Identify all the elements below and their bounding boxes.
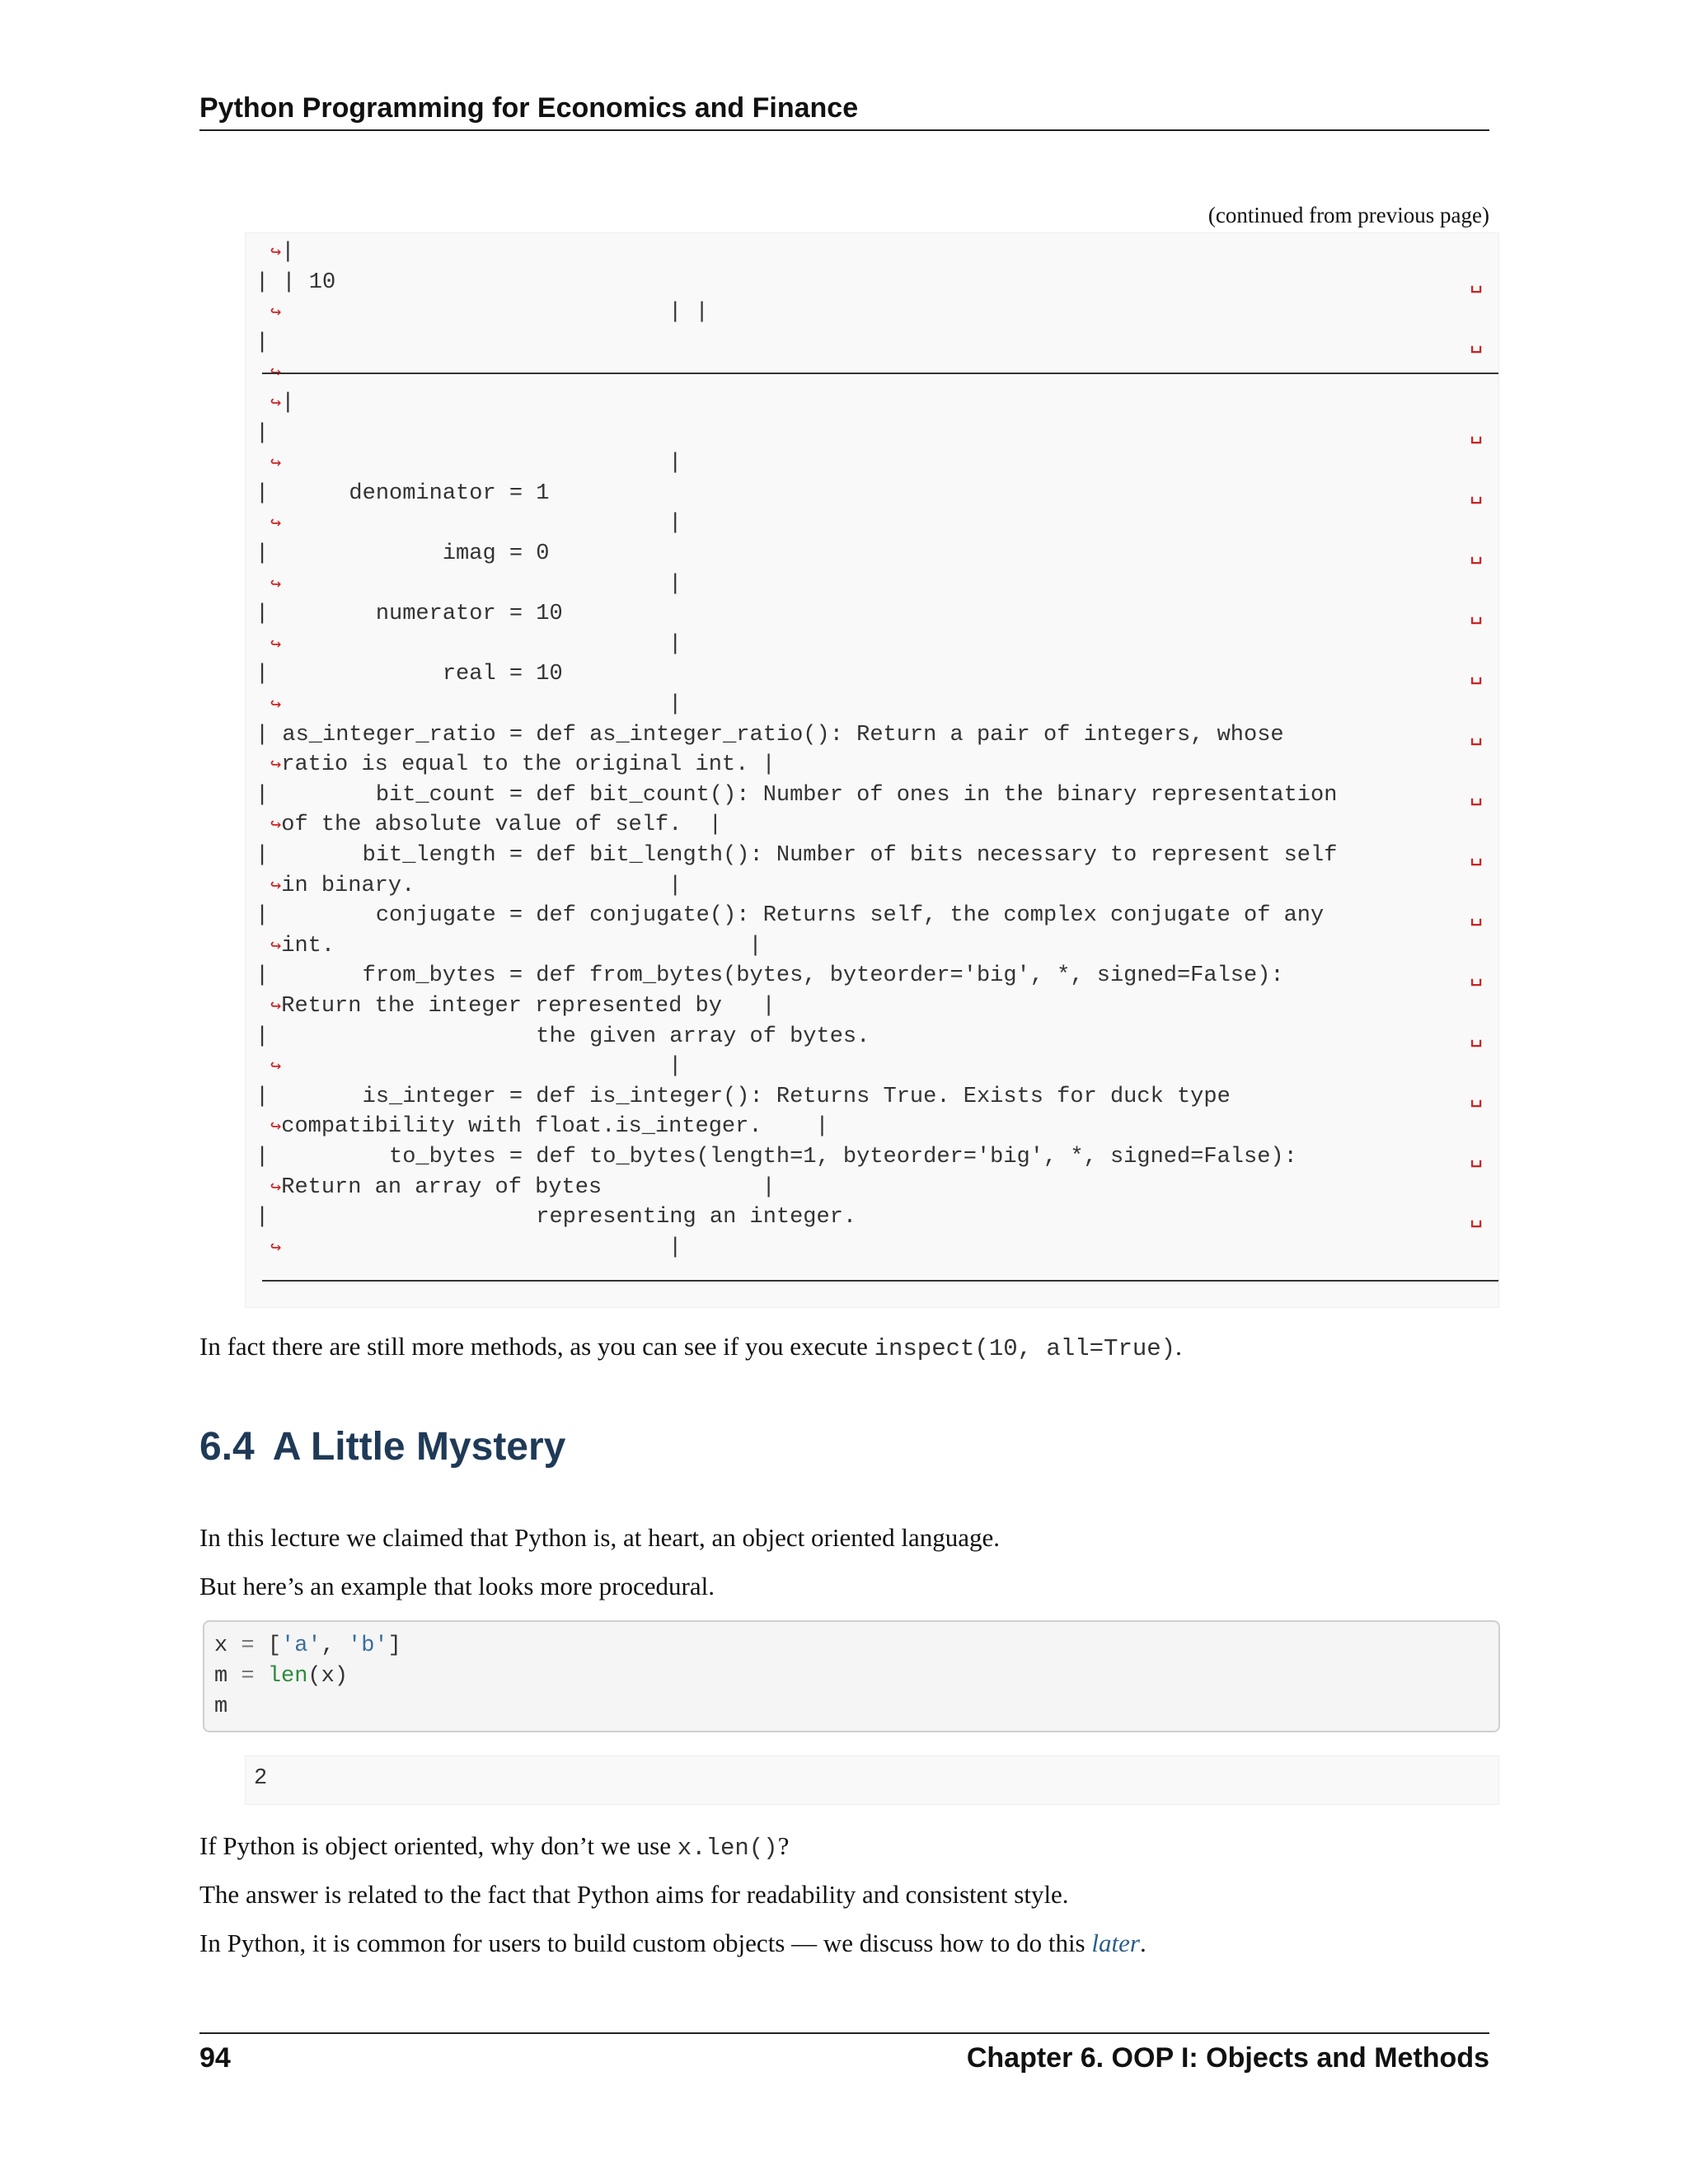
visible-space-icon: ␣ bbox=[1470, 843, 1484, 868]
visible-space-icon: ␣ bbox=[1470, 722, 1484, 748]
code-operator: = bbox=[241, 1664, 255, 1689]
continued-note: (continued from previous page) bbox=[1207, 203, 1489, 227]
output-line bbox=[256, 1205, 856, 1230]
visible-space-icon: ␣ bbox=[1470, 1205, 1484, 1230]
wrap-arrow-icon: ↪ bbox=[270, 513, 282, 535]
code-line bbox=[214, 1633, 401, 1658]
output-line bbox=[270, 994, 776, 1019]
visible-space-icon: ␣ bbox=[1470, 782, 1484, 808]
output-line-text: | bbox=[256, 420, 270, 446]
output-line bbox=[256, 903, 1324, 928]
output-line-text: | representing an integer. bbox=[256, 1205, 857, 1230]
wrap-arrow-icon: ↪ bbox=[270, 1237, 282, 1258]
code-args: (x) bbox=[307, 1664, 349, 1689]
result-value: 2 bbox=[254, 1766, 268, 1791]
output-line-text: | from_bytes = def from_bytes(bytes, byteorder='big', *, signed=False): bbox=[256, 963, 1284, 989]
output-line-text: in binary. | bbox=[281, 873, 682, 898]
wrap-arrow-icon: ↪ bbox=[270, 935, 282, 957]
output-line-text: | bbox=[281, 391, 295, 415]
output-line bbox=[270, 240, 294, 265]
output-line-text: | bbox=[281, 571, 682, 597]
output-line-text: | to_bytes = def to_bytes(length=1, byteorder='big', *, signed=False): bbox=[256, 1145, 1297, 1169]
output-line-text: int. | bbox=[281, 933, 762, 958]
wrap-arrow-icon: ↪ bbox=[270, 242, 282, 263]
paragraph-text: In Python, it is common for users to build custom objects — we discuss how to do this bbox=[199, 1929, 1092, 1957]
code-comma: , bbox=[321, 1633, 349, 1658]
wrap-arrow-icon: ↪ bbox=[270, 1177, 282, 1198]
output-line bbox=[256, 1085, 1231, 1109]
output-line-text: | bbox=[281, 240, 295, 265]
output-line bbox=[270, 692, 682, 718]
table-border-line bbox=[262, 1280, 1498, 1282]
output-line bbox=[256, 421, 269, 446]
inline-code: inspect(10, all=True) bbox=[874, 1335, 1176, 1362]
code-bracket: [ bbox=[267, 1633, 282, 1658]
chapter-title: Chapter 6. OOP I: Objects and Methods bbox=[966, 2042, 1489, 2074]
code-string: 'b' bbox=[348, 1633, 388, 1658]
output-line bbox=[270, 934, 762, 959]
output-line bbox=[256, 481, 549, 506]
output-line bbox=[256, 662, 563, 687]
output-line-text: | | bbox=[281, 300, 709, 326]
paragraph-text: . bbox=[1139, 1929, 1146, 1957]
output-line bbox=[270, 300, 709, 326]
output-line bbox=[270, 1175, 776, 1201]
output-line-text: | bbox=[281, 692, 682, 717]
output-line-text: | conjugate = def conjugate(): Returns self, the complex conjugate of any bbox=[256, 903, 1325, 929]
output-line-text: | bbox=[281, 1235, 682, 1260]
paragraph-custom bbox=[199, 1929, 1146, 1958]
paragraph-claim: In this lecture we claimed that Python is, at heart, an object oriented language. bbox=[199, 1523, 1001, 1552]
output-line-text: Return the integer represented by | bbox=[281, 994, 776, 1019]
output-line-text: | is_integer = def is_integer(): Returns True. Exists for duck type bbox=[256, 1084, 1231, 1109]
code-operator: = bbox=[241, 1633, 255, 1658]
output-line bbox=[256, 1145, 1297, 1169]
page-number: 94 bbox=[199, 2042, 231, 2074]
code-line bbox=[214, 1664, 348, 1689]
output-line bbox=[270, 632, 682, 658]
result-block bbox=[245, 1755, 1499, 1805]
visible-space-icon: ␣ bbox=[1470, 903, 1484, 929]
visible-space-icon: ␣ bbox=[1470, 1024, 1484, 1049]
page-header-title: Python Programming for Economics and Finance bbox=[199, 92, 859, 124]
wrap-arrow-icon: ↪ bbox=[270, 695, 282, 715]
paragraph-why bbox=[199, 1831, 789, 1862]
output-line bbox=[270, 572, 682, 598]
output-line bbox=[256, 541, 549, 566]
table-border-line bbox=[262, 373, 1498, 374]
code-var: m bbox=[214, 1664, 228, 1689]
wrap-arrow-icon: ↪ bbox=[270, 1057, 282, 1078]
output-line bbox=[256, 602, 563, 626]
output-line bbox=[256, 723, 1284, 748]
output-line bbox=[270, 874, 682, 899]
code-var: x bbox=[214, 1633, 228, 1658]
inline-code: x.len() bbox=[677, 1835, 778, 1862]
visible-space-icon: ␣ bbox=[1470, 420, 1484, 446]
output-line bbox=[256, 963, 1284, 988]
paragraph-example: But here’s an example that looks more procedural. bbox=[199, 1572, 715, 1601]
output-line-text: Return an array of bytes | bbox=[281, 1174, 776, 1200]
output-line bbox=[270, 813, 722, 838]
output-line bbox=[256, 270, 335, 295]
output-block bbox=[245, 232, 1499, 1308]
output-line bbox=[270, 511, 682, 537]
paragraph-inspect bbox=[199, 1332, 1182, 1362]
output-line bbox=[270, 451, 682, 476]
output-line-text: | imag = 0 bbox=[256, 541, 550, 566]
output-line-text: | bbox=[281, 511, 682, 537]
paragraph-text: If Python is object oriented, why don’t we use bbox=[199, 1831, 678, 1860]
wrap-arrow-icon: ↪ bbox=[270, 755, 282, 776]
output-line-text: | real = 10 bbox=[256, 662, 563, 687]
paragraph-text: . bbox=[1175, 1332, 1182, 1361]
visible-space-icon: ␣ bbox=[1470, 330, 1484, 355]
output-line-text: | bbox=[281, 451, 682, 476]
wrap-arrow-icon: ↪ bbox=[270, 1117, 282, 1138]
wrap-arrow-icon: ↪ bbox=[270, 574, 282, 595]
section-number: 6.4 bbox=[199, 1425, 255, 1469]
output-line-text: | bbox=[281, 1054, 682, 1080]
output-line bbox=[270, 1235, 682, 1261]
code-line: m bbox=[214, 1694, 228, 1719]
header-rule bbox=[199, 129, 1489, 131]
output-line-text: | numerator = 10 bbox=[256, 602, 563, 627]
wrap-arrow-icon: ↪ bbox=[270, 996, 282, 1017]
output-line-text: | denominator = 1 bbox=[256, 480, 550, 506]
output-line-text: | bit_length = def bit_length(): Number of bits necessary to represent self bbox=[256, 843, 1338, 868]
visible-space-icon: ␣ bbox=[1470, 1145, 1484, 1169]
visible-space-icon: ␣ bbox=[1470, 541, 1484, 566]
output-line bbox=[270, 1114, 829, 1140]
input-code-block bbox=[203, 1620, 1500, 1732]
wrap-arrow-icon: ↪ bbox=[270, 815, 282, 837]
output-line-text: | bbox=[256, 330, 270, 355]
visible-space-icon: ␣ bbox=[1470, 963, 1484, 989]
code-string: 'a' bbox=[281, 1633, 321, 1658]
code-bracket: ] bbox=[387, 1633, 401, 1658]
output-line-text: compatibility with float.is_integer. | bbox=[281, 1114, 829, 1140]
wrap-arrow-icon: ↪ bbox=[270, 453, 282, 475]
output-line-text: | the given array of bytes. bbox=[256, 1024, 870, 1049]
later-link[interactable]: later bbox=[1091, 1929, 1140, 1957]
output-line bbox=[256, 783, 1337, 808]
output-line-text: of the absolute value of self. | bbox=[281, 813, 722, 838]
paragraph-text: ? bbox=[777, 1831, 790, 1860]
output-line-text: | as_integer_ratio = def as_integer_ratio(): Return a pair of integers, whose bbox=[256, 722, 1284, 748]
paragraph-text: In fact there are still more methods, as you can see if you execute bbox=[199, 1332, 874, 1361]
visible-space-icon: ␣ bbox=[1470, 269, 1484, 295]
visible-space-icon: ␣ bbox=[1470, 602, 1484, 627]
visible-space-icon: ␣ bbox=[1470, 1084, 1484, 1109]
output-line bbox=[256, 330, 269, 355]
visible-space-icon: ␣ bbox=[1470, 480, 1484, 506]
footer-rule bbox=[199, 2032, 1489, 2034]
code-builtin: len bbox=[267, 1664, 308, 1689]
output-line bbox=[256, 1024, 870, 1049]
wrap-arrow-icon: ↪ bbox=[270, 302, 282, 324]
output-line-text: ratio is equal to the original int. | bbox=[281, 752, 776, 778]
output-line-text: | bbox=[281, 631, 682, 657]
wrap-arrow-icon: ↪ bbox=[270, 393, 282, 414]
wrap-arrow-icon: ↪ bbox=[270, 875, 282, 897]
output-line bbox=[270, 1054, 682, 1080]
output-line bbox=[256, 843, 1337, 868]
paragraph-answer: The answer is related to the fact that Python aims for readability and consistent style. bbox=[199, 1880, 1069, 1909]
visible-space-icon: ␣ bbox=[1470, 662, 1484, 687]
output-line-text: | | 10 bbox=[256, 269, 336, 295]
output-line bbox=[270, 391, 294, 416]
wrap-arrow-icon: ↪ bbox=[270, 634, 282, 655]
output-line-text: | bit_count = def bit_count(): Number of ones in the binary representation bbox=[256, 782, 1338, 808]
output-line bbox=[270, 752, 776, 778]
section-title: A Little Mystery bbox=[272, 1425, 566, 1469]
section-heading bbox=[199, 1424, 565, 1469]
